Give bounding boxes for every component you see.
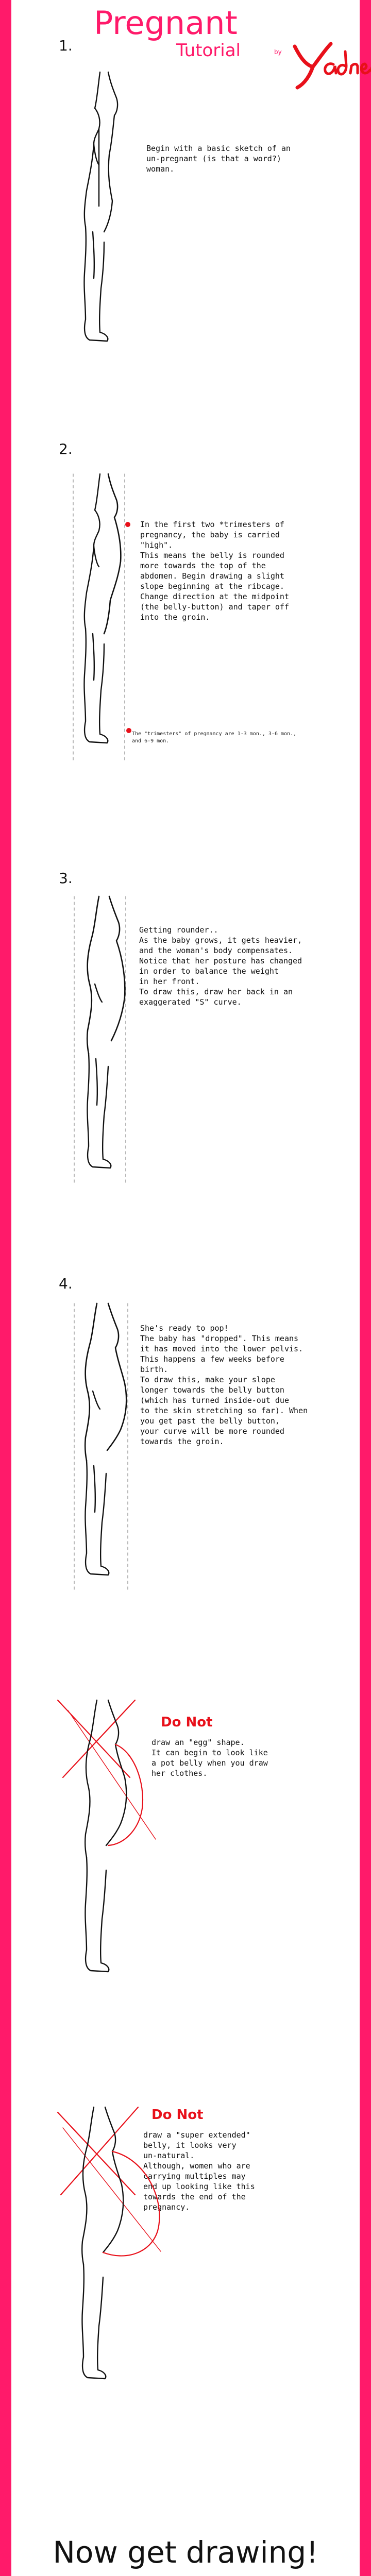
figure-donot-1	[47, 1695, 161, 1984]
figure-step-4	[63, 1303, 150, 1602]
step-4-text: She's ready to pop! The baby has "dropped". This means it has moved into the lower pelvis. This happens a few weeks before birth. To draw this, make your slope longer towards the belly button (which has turned inside-out due to the skin stretching so far). When you get past the belly button, your curve will be more rounded towards the groin.	[140, 1324, 308, 1446]
figure-step-1	[63, 72, 145, 371]
figure-donot-2	[47, 2097, 166, 2411]
figure-step-3	[65, 896, 147, 1195]
step-2-number: 2.	[59, 440, 73, 457]
step-1-number: 1.	[59, 37, 73, 54]
step-2-text: In the first two *trimesters of pregnancy, the baby is carried "high". This means the belly is rounded more towards the top of the abdomen. Begin drawing a slight slope beginning at the ribcage. Change direction at the midpoint (the belly-button) and taper off into the groin.	[140, 520, 289, 622]
closing-message: Now get drawing!	[53, 2535, 318, 2570]
donot-1-heading: Do Not	[161, 1715, 213, 1730]
artist-signature	[284, 36, 371, 93]
byline: by	[274, 48, 282, 56]
figure-step-2	[63, 474, 145, 773]
tutorial-sheet	[11, 0, 360, 2576]
step-4-number: 4.	[59, 1275, 73, 1292]
donot-2-text: draw a "super extended" belly, it looks very un-natural. Although, women who are carrying multiples may end up looking like this towards the end of the pregnancy.	[143, 2130, 255, 2212]
page-subtitle: Tutorial	[176, 40, 241, 61]
donot-1-text: draw an "egg" shape. It can begin to look like a pot belly when you draw her clothes.	[151, 1738, 268, 1778]
donot-2-heading: Do Not	[151, 2107, 204, 2123]
step-2-footnote: The "trimesters" of pregnancy are 1-3 mon., 3-6 mon., and 6-9 mon.	[132, 731, 297, 744]
step-3-number: 3.	[59, 870, 73, 887]
page-title: Pregnant	[94, 4, 238, 42]
step-3-text: Getting rounder.. As the baby grows, it gets heavier, and the woman's body compensates. Notice that her posture has changed in order to balance the weight in her front. To draw this, draw her back in an exaggerated "S" curve.	[139, 925, 302, 1007]
step-1-text: Begin with a basic sketch of an un-pregnant (is that a word?) woman.	[146, 144, 291, 174]
